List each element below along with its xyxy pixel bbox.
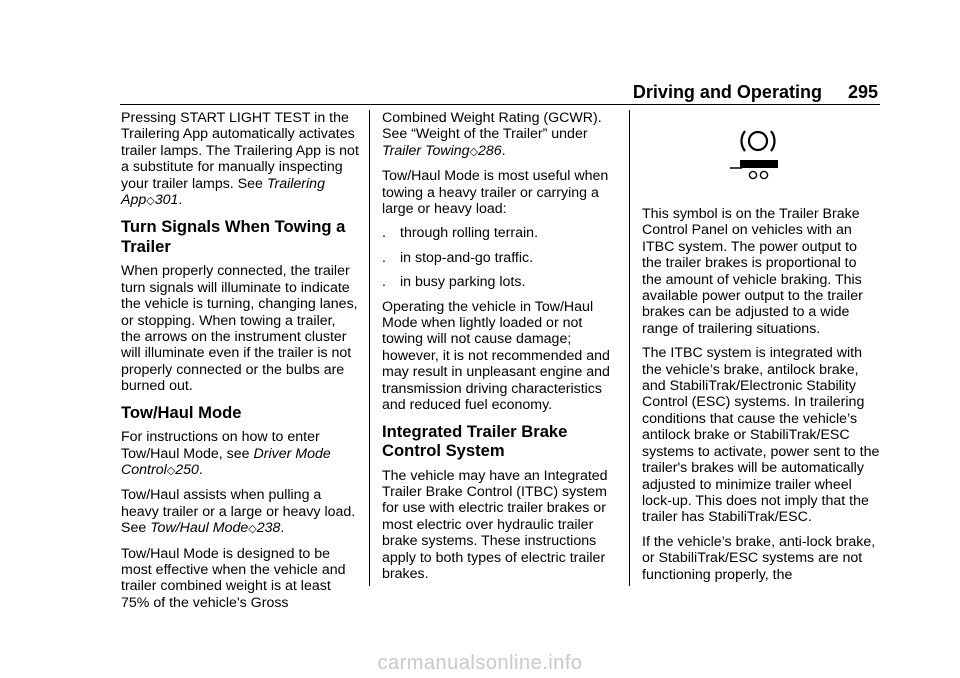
column-2 — [382, 110, 620, 590]
paragraph: Operating the vehicle in Tow/Haul Mode when lightly loaded or not towing will not cause damage; however, it is not recommended and may result in unpleasant engine and transmission driving characteristics and reduced fuel economy. — [382, 298, 610, 414]
paragraph: This symbol is on the Trailer Brake Control Panel on vehicles with an ITBC system. The power output to the trailer brakes is proportional to the amount of vehicle braking. This available power output to the trailer brakes can be adjusted to a wide range of trailering situations. — [642, 206, 863, 337]
paragraph: If the vehicle’s brake, anti-lock brake, or StabiliTrak/ESC systems are not functioning properly, the — [642, 533, 876, 583]
reference-page: 301 — [154, 192, 179, 209]
reference-arrow-icon: ◇ — [469, 145, 478, 158]
list-item-text: through rolling terrain. — [400, 225, 539, 242]
list-item-text: in busy parking lots. — [400, 274, 526, 291]
reference-arrow-icon: ◇ — [248, 523, 257, 536]
column-divider — [629, 110, 630, 586]
list-item — [382, 250, 620, 266]
reference-arrow-icon: ◇ — [146, 195, 155, 208]
page-number: 295 — [847, 82, 878, 102]
paragraph: Tow/Haul Mode is designed to be most effective when the vehicle and trailer combined weight is at least 75% of the vehicle's Gross — [121, 545, 346, 611]
header-rule — [120, 104, 880, 105]
paragraph: When properly connected, the trailer turn signals will illuminate to indicate the vehicle is turning, changing lanes, or stopping. When towing a trailer, the arrows on the instrument cluster will illuminate even if the trailer is not properly connected or the bulbs are burned out. — [121, 263, 358, 395]
reference-arrow-icon: ◇ — [166, 465, 176, 477]
watermark: carmanualsonline.info — [377, 652, 583, 674]
bullet-marker: . — [382, 249, 386, 266]
paragraph: The ITBC system is integrated with the vehicle’s brake, antilock brake, and StabiliTrak/Electronic Stability Control (ESC) systems. In trailering conditions that cause the vehicle’s antilock brake or StabiliTrak/ESC systems to activate, power sent to the trailer's brakes will be automatically adjusted to minimize trailer wheel lock-up. This does not imply that the trailer has StabiliTrak/ESC. — [642, 345, 880, 526]
reference-title: Trailer Towing — [382, 142, 470, 159]
paragraph-text: For instructions on how to enter Tow/Haul Mode, see — [121, 429, 320, 462]
paragraph-text: Tow/Haul assists when pulling a heavy trailer or a large or heavy load. See — [121, 487, 356, 537]
heading-itbc: Integrated Trailer Brake Control System — [382, 421, 568, 460]
trailer-brake-icon — [730, 124, 788, 186]
bullet-marker: . — [382, 225, 386, 242]
paragraph: Tow/Haul Mode is most useful when towing a heavy trailer or carrying a large or heavy load: — [382, 168, 609, 218]
reference-page: 250 — [175, 462, 199, 478]
reference-title: Driver Mode Control — [121, 445, 331, 478]
cross-reference-link[interactable] — [150, 520, 280, 536]
paragraph: Tow/Haul assists when pulling a heavy trailer or a large or heavy load. See Tow/Haul Mode◇238. — [121, 487, 356, 537]
column-3 — [642, 110, 880, 591]
paragraph: The vehicle may have an Integrated Trailer Brake Control (ITBC) system for use with electric trailer brakes or most electric over hydraulic trailer brake systems. These instructions apply to both types of electric trailer brakes. — [382, 467, 608, 582]
paragraph-text: Pressing START LIGHT TEST in the Trailering App automatically activates trailer lamps. The Trailering App is not a substitute for manually inspecting your trailer lamps. See — [121, 110, 359, 192]
paragraph: Combined Weight Rating (GCWR). See “Weight of the Trailer” under Trailer Towing◇286. — [382, 110, 602, 159]
list-item — [382, 274, 620, 290]
column-divider — [369, 110, 370, 586]
list-item-text: in stop-and-go traffic. — [400, 249, 534, 266]
heading-turn-signals: Turn Signals When Towing a Trailer — [121, 217, 346, 256]
reference-title: Tow/Haul Mode — [150, 520, 249, 537]
heading-tow-haul: Tow/Haul Mode — [121, 402, 242, 422]
column-1 — [121, 110, 359, 619]
section-title: Driving and Operating — [632, 82, 822, 102]
list-item — [382, 225, 620, 241]
paragraph: For instructions on how to enter Tow/Haul Mode, see Driver Mode Control◇250. — [121, 429, 331, 478]
paragraph-text: Combined Weight Rating (GCWR). See “Weight of the Trailer” under — [382, 110, 602, 143]
cross-reference-link[interactable] — [382, 143, 502, 159]
running-head — [560, 82, 878, 103]
bullet-marker: . — [382, 274, 386, 291]
reference-page: 238 — [256, 520, 281, 537]
reference-page: 286 — [478, 142, 502, 159]
paragraph: Pressing START LIGHT TEST in the Trailering App automatically activates trailer lamps. The Trailering App is not a substitute for manually inspecting your trailer lamps. See Trailering App◇301. — [121, 110, 359, 209]
reference-title: Trailering App — [121, 175, 325, 209]
